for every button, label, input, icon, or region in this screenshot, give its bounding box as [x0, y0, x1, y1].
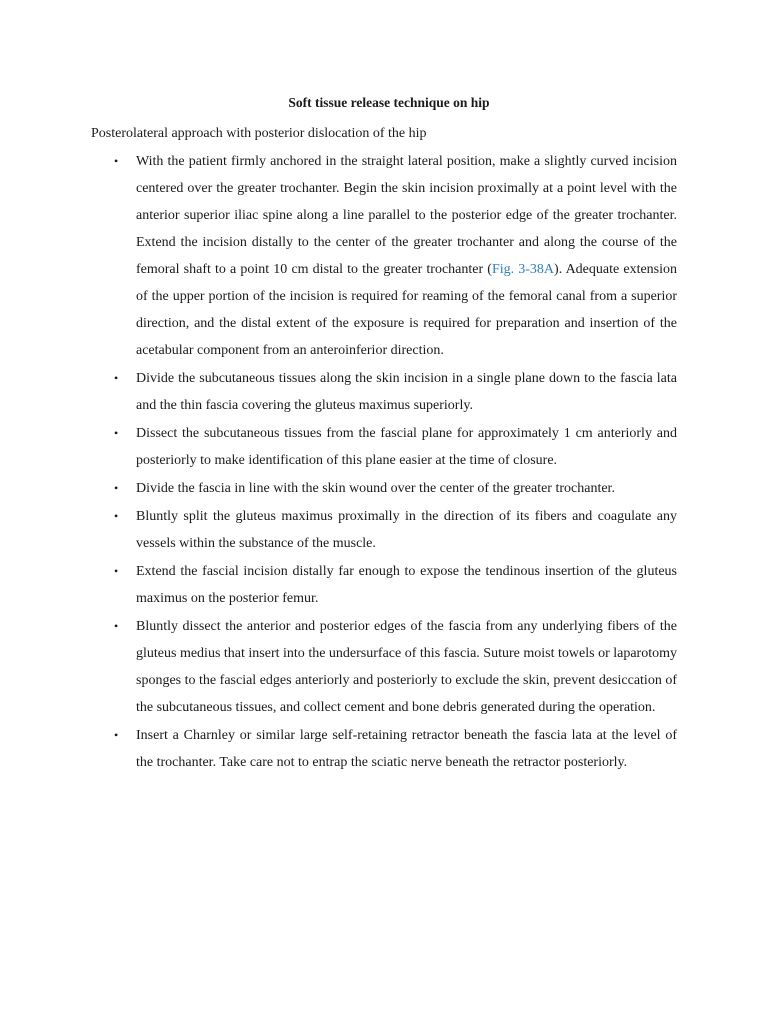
step-text: Bluntly split the gluteus maximus proximally in the direction of its fibers and coagulate any vessels within the substance of the muscle.: [136, 509, 677, 551]
list-item-step-1: [91, 148, 677, 364]
step-text: Divide the fascia in line with the skin wound over the center of the greater trochanter.: [136, 481, 615, 496]
step-text-after-link: ). Adequate extension of the upper portion of the incision is required for reaming of the femoral canal from a superior direction, and the distal extent of the exposure is required for preparation and insertion of the acetabular component from an anteroinferior direction.: [136, 262, 678, 358]
list-item-step-8: [91, 722, 677, 776]
list-item-step-3: [91, 420, 677, 474]
bullet-icon: •: [114, 426, 119, 440]
section-subheading: Posterolateral approach with posterior dislocation of the hip: [91, 126, 427, 141]
bullet-icon: •: [114, 728, 119, 742]
step-text: Insert a Charnley or similar large self-retaining retractor beneath the fascia lata at the level of the trochanter. Take care not to entrap the sciatic nerve beneath the retractor posteriorly.: [136, 728, 677, 770]
list-item-step-7: [91, 613, 677, 721]
step-text: Extend the fascial incision distally far enough to expose the tendinous insertion of the gluteus maximus on the posterior femur.: [136, 564, 677, 606]
bullet-icon: •: [114, 154, 119, 168]
bullet-icon: •: [114, 371, 119, 385]
step-text-before-link: With the patient firmly anchored in the straight lateral position, make a slightly curved incision centered over the greater trochanter. Begin the skin incision proximally at a point level with the anterior superior iliac spine along a line parallel to the posterior edge of the greater trochanter. Extend the incision distally to the center of the greater trochanter and along the course of the femoral shaft to a point 10 cm distal to the greater trochanter (: [136, 154, 677, 277]
list-item-step-6: [91, 558, 677, 612]
procedure-step-list: [91, 148, 677, 776]
document-title: Soft tissue release technique on hip: [288, 95, 490, 110]
step-text: Dissect the subcutaneous tissues from the fascial plane for approximately 1 cm anteriorly and posteriorly to make identification of this plane easier at the time of closure.: [136, 426, 677, 468]
list-item-step-5: [91, 503, 677, 557]
bullet-icon: •: [114, 564, 119, 578]
bullet-icon: •: [114, 619, 119, 633]
bullet-icon: •: [114, 481, 119, 495]
list-item-step-4: [91, 475, 677, 502]
list-item-step-2: [91, 365, 677, 419]
figure-link[interactable]: Fig. 3-38A: [491, 262, 555, 277]
bullet-icon: •: [114, 509, 119, 523]
step-text: Divide the subcutaneous tissues along the skin incision in a single plane down to the fascia lata and the thin fascia covering the gluteus maximus superiorly.: [136, 371, 677, 413]
step-text: Bluntly dissect the anterior and posterior edges of the fascia from any underlying fibers of the gluteus medius that insert into the undersurface of this fascia. Suture moist towels or laparotomy sponges to the fascial edges anteriorly and posteriorly to exclude the skin, prevent desiccation of the subcutaneous tissues, and collect cement and bone debris generated during the operation.: [136, 619, 677, 715]
